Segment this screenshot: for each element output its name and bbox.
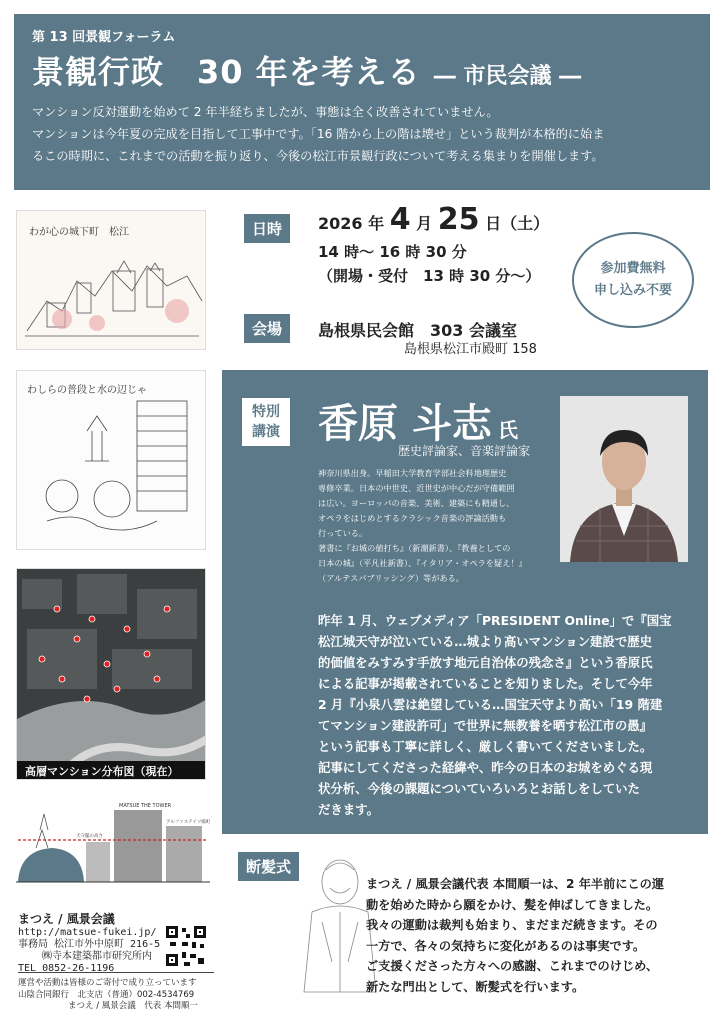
speaker-description [318,610,688,820]
sketch-drawing [17,371,206,550]
body-line: による記事が掲載されていることを知りました。そして今年 [318,676,653,691]
speaker-title: 歴史評論家、音楽評論家 [398,444,531,458]
speaker-name [318,392,518,449]
event-day-unit: 日（土） [485,214,550,233]
organizer-name: まつえ / 風景会議 [18,912,115,926]
event-reception: （開場・受付 13 時 30 分～） [318,267,541,285]
waterside-sketch [16,370,206,550]
account-holder: まつえ / 風景会議 代表 本間順一 [68,1001,198,1011]
height-comparison-drawing [16,800,210,890]
donation-info [18,978,218,1013]
speaker-fullname: 香原 斗志 [318,401,492,447]
castle-town-sketch [16,210,206,350]
dampatsu-line: まつえ / 風景会議代表 本間順一は、2 年半前にこの運 [366,877,665,891]
venue-address: 島根県松江市殿町 158 [404,342,537,357]
forum-number: 第 13 回景観フォーラム [32,30,176,45]
bio-line: （アルテスパブリッシング）等がある。 [318,573,464,583]
sketch-caption: わしらの普段と水の辺じゃ [27,385,147,396]
bio-line: オペラをはじめとするクラシック音楽の評論活動も [318,513,507,523]
body-line: 昨年 1 月、ウェブメディア「PRESIDENT Online」で『国宝 [318,613,672,628]
dampatsu-text [366,874,704,997]
dampatsu-line: ご支援くださった方々への感謝、これまでのけじめ、 [366,959,659,973]
venue-label: 会場 [244,314,290,343]
fee-badge [572,232,694,328]
chart-label-tower: MATSUE THE TOWER [119,803,172,809]
tag-line: 講演 [252,424,280,440]
bio-line: 著書に『お城の値打ち』（新潮新書）、『教養としての [318,543,511,553]
dampatsu-label: 断髪式 [238,852,299,881]
speaker-photo [560,396,688,562]
body-line: という記事も丁寧に詳しく、厳しく書いてくださいました。 [318,739,653,754]
organizer-office-2: ㈱寺本建築都市研究所内 [42,951,152,962]
fee-free: 参加費無料 [600,261,666,276]
body-line: だきます。 [318,802,379,817]
special-lecture-tag [242,398,290,446]
organizer-url[interactable]: http://matsue-fukei.jp/ [18,927,157,938]
map-image [17,569,206,780]
organizer-tel: TEL 0852-26-1196 [18,963,115,974]
qr-code[interactable] [164,924,208,968]
date-label: 日時 [244,214,290,243]
dampatsu-line: 我々の運動は裁判も始まり、まだまだ続きます。その [366,918,658,932]
body-line: 2 月『小泉八雲は絶望している…国宝天守より高い「19 階建 [318,697,663,712]
event-year: 2026 年 [318,214,385,233]
bank-account: 山陰合同銀行 北支店（普通）002-4534769 [18,989,195,1000]
lead-text [32,101,692,167]
event-day: 25 [437,202,480,237]
sketch-caption: わが心の城下町 松江 [29,227,129,238]
sketch-drawing [17,211,206,350]
qr-code-icon [164,924,208,968]
bio-line: 日本の城』（平凡社新書）、『イタリア・オペラを疑え！』 [318,558,527,568]
dampatsu-line: 動を始めた時から願をかけ、髪を伸ばしてきました。 [366,897,659,912]
lead-line: マンションは今年夏の完成を目指して工事中です。「16 階から上の階は壊せ」という裁判が本格的に始ま [32,127,605,141]
lead-line: マンション反対運動を始めて 2 年半経ちましたが、事態は全く改善されていません。 [32,105,499,119]
tag-line: 特別 [252,404,280,420]
event-month-unit: 月 [416,214,433,233]
height-comparison-figure [16,800,210,890]
main-title: 景観行政 30 年を考える [32,53,421,91]
header-banner [14,14,710,190]
speaker-honorific: 氏 [497,418,518,442]
event-month: 4 [389,202,411,237]
subtitle: ― 市民会議 ― [433,64,582,89]
title-row [32,47,692,93]
bio-line: は広い。ヨーロッパの音楽、美術、建築にも精通し、 [318,498,515,508]
map-caption: 高層マンション分布図（現在） [25,765,179,778]
highrise-map [16,568,206,780]
body-line: 的価値をみすみす手放す地元自治体の残念さ』という香原氏 [318,655,653,670]
body-line: 状分析、今後の課題についていろいろとお話しをしていた [318,781,640,796]
event-date [318,202,549,237]
chart-label-castle: 天守閣の高さ [76,834,103,839]
lead-line: るこの時期に、これまでの活動を振り返り、今後の松江市景観行政について考える集まりを開催します。 [32,149,604,163]
bio-line: 専修卒業。日本の中世史、近世史が中心だが守備範囲 [318,483,515,493]
donation-note: 運営や活動は皆様のご寄付で成り立っています [18,978,197,988]
chart-label-alpha: アルファステイツ殿町 [166,820,210,825]
speaker-bio [318,466,554,586]
org-divider [18,972,214,973]
event-time [318,240,540,288]
speaker-panel [222,370,708,834]
bio-line: 神奈川県出身。早稲田大学教育学部社会科地理歴史 [318,468,507,478]
dampatsu-line: 新たな門出として、断髪式を行います。 [366,979,585,994]
dampatsu-line: 一方で、各々の気持ちに変化があるのは事実です。 [366,938,646,953]
body-line: 松江城天守が泣いている…城より高いマンション建設で歴史 [318,634,652,649]
bio-line: 行っている。 [318,528,368,538]
event-hours: 14 時～ 16 時 30 分 [318,243,467,261]
speaker-portrait [560,396,688,562]
organizer-office: 事務局 松江市外中原町 216-5 [18,939,161,950]
body-line: てマンション建設許可」で世界に無教養を晒す松江市の愚』 [318,718,652,733]
body-line: 記事にしてくださった経緯や、昨今の日本のお城をめぐる現 [318,760,653,775]
venue-name: 島根県民会館 303 会議室 [318,321,517,340]
no-registration: 申し込み不要 [593,283,672,298]
